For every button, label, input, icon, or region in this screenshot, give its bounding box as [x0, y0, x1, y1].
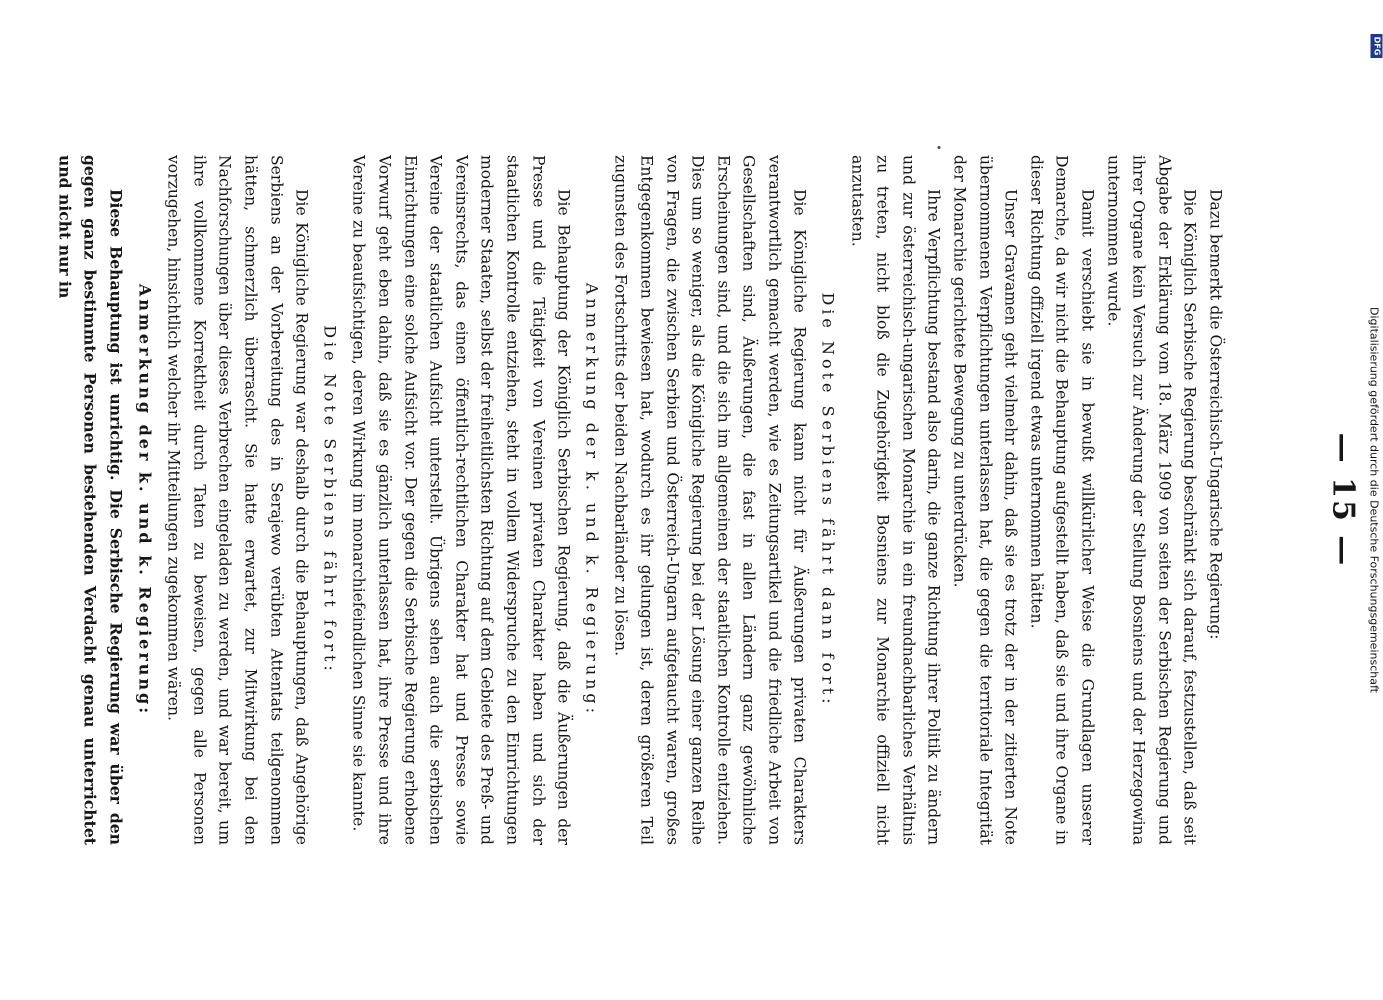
heading-annotation-1: Anmerkung der k. und k. Regierung: [582, 282, 602, 718]
page-number: — 15 — [1325, 432, 1361, 568]
scan-speck [938, 146, 941, 149]
paragraph-press-control: Die Behauptung der Königlich Serbischen Regierung, daß die Äußerungen der Presse und die Tätigkeit von Vereinen privaten Charakter haben und sich der staatlichen Kontrolle entziehen, steht in vollem Widerspruche zu den Einrichtungen moderner Staaten, selbst der freiheitlichsten Richtung auf dem Gebiete des Preß- und Vereinsrechts, das einen öffentlich-rechtlichen Charakter hat und Presse sowie Vereine der staatlichen Aufsicht unterstellt. Übrigens sehen auch die serbischen Einrichtungen eine solche Aufsicht vor. Der gegen die Serbische Regierung erhobene Vorwurf geht eben dahin, daß sie es gänzlich unterlassen hat, ihre Presse und ihre Vereine zu beaufsichtigen, deren Wirkung im monarchiefeindlichen Sinne sie kannte. [349, 155, 573, 845]
paragraph-claim-incorrect: Diese Behauptung ist unrichtig. Die Serbische Regierung war über den gegen ganz bestimmte Personen bestehenden Verdacht genau unterrichtet und nicht nur in [55, 155, 126, 845]
paragraph-serbian-statement: Die Königlich Serbische Regierung beschränkt sich darauf, festzustellen, daß seit Abgabe der Erklärung vom 18. März 1909 von seiten der Serbischen Regierung und ihrer Organe kein Versuch zur Änderung der Stellung Bosniens und der Herzegowina unternommen wurde. [1104, 155, 1199, 845]
paragraph-gravamen: Unser Gravamen geht vielmehr dahin, daß sie es trotz der in der zitierten Note übernommenen Verpflichtungen unterlassen hat, die gegen die territoriale Integrität der Monarchie gerichtete Bewegung zu unterdrücken. [950, 155, 1020, 845]
page-body [52, 155, 1228, 845]
heading-annotation-2: Anmerkung der k. und k. Regierung: [135, 283, 155, 717]
dfg-logo: DFG [1371, 34, 1383, 58]
paragraph-intro: Dazu bemerkt die Österreichisch-Ungarische Regierung: [1206, 189, 1225, 640]
paragraph-obligation: Ihre Verpflichtung bestand also darin, die ganze Richtung ihrer Politik zu ändern und zur österreichisch-ungarischen Monarchie in ein freundnachbarliches Verhältnis zu treten, nicht bloß die Zugehörigkeit Bosniens zur Monarchie offiziell nicht anzutasten. [848, 155, 943, 845]
heading-note-continues: Die Note Serbiens fährt dann fort: [818, 292, 838, 708]
digitization-note: Digitalisierung gefördert durch die Deutsche Forschungsgemeinschaft [1367, 307, 1381, 693]
paragraph-private-expressions: Die Königliche Regierung kann nicht für Äußerungen privaten Charakters verantwortlich gemacht werden, wie es Zeitungsartikel und die friedliche Arbeit von Gesellschaften sind, Äußerungen, die fast in allen Ländern ganz gewöhnliche Erscheinungen sind, und die sich im allgemeinen der staatlichen Kontrolle entziehen. Dies um so weniger, als die Königliche Regierung bei der Lösung einer ganzen Reihe von Fragen, die zwischen Serbien und Österreich-Ungarn aufgetaucht waren, großes Entgegenkommen bewiesen hat, wodurch es ihr gelungen ist, deren größeren Teil zugunsten des Fortschritts der beiden Nachbarländer zu lösen. [611, 155, 809, 845]
paragraph-arbitrary-shift: Damit verschiebt sie in bewußt willkürlicher Weise die Grundlagen unserer Demarche, da wir nicht die Behauptung aufgestellt haben, daß sie und ihre Organe in dieser Richtung offiziell irgend etwas unternommen hätten. [1027, 155, 1097, 845]
paragraph-surprised: Die Königliche Regierung war deshalb durch die Behauptungen, daß Angehörige Serbiens an der Vorbereitung des in Serajewo verübten Attentats teilgenommen hätten, schmerzlich überrascht. Sie hatte erwartet, zur Mitwirkung bei den Nachforschungen über dieses Verbrechen eingeladen zu werden, und war bereit, um ihre vollkommene Korrektheit durch Taten zu beweisen, gegen alle Personen vorzugehen, hinsichtlich welcher ihr Mitteilungen zugekommen wären. [164, 155, 311, 845]
heading-note-continues-2: Die Note Serbiens fährt fort: [320, 325, 340, 675]
